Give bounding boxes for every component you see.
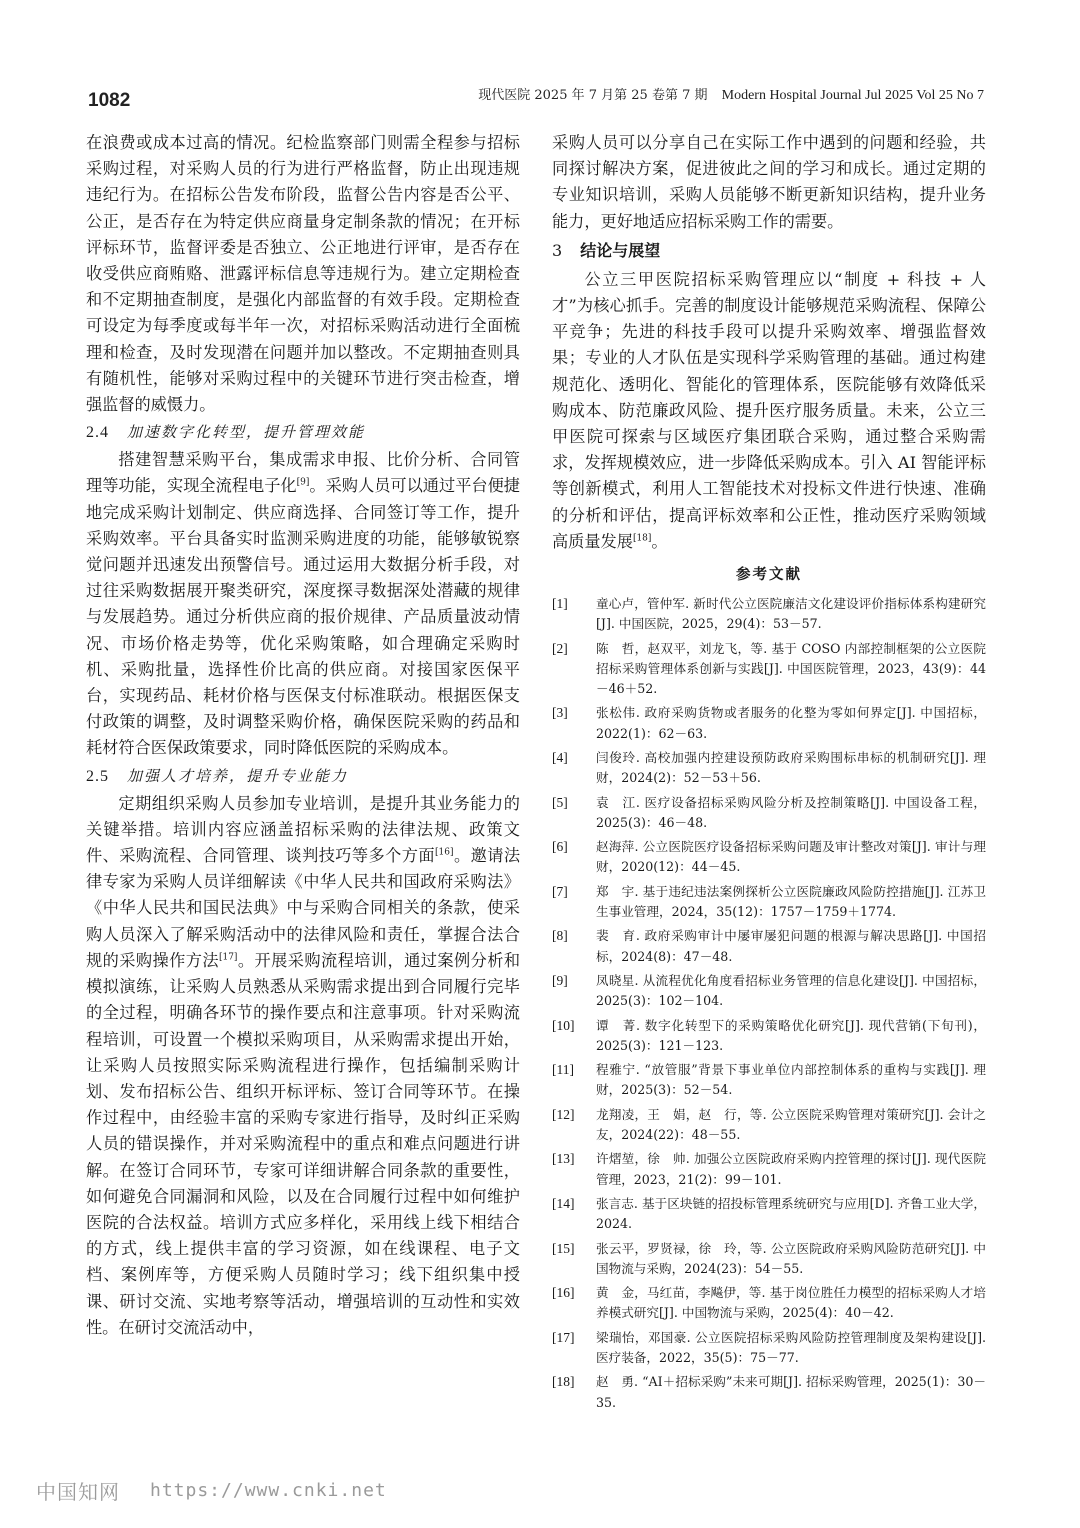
paragraph [86, 447, 520, 761]
left-column [86, 130, 520, 1341]
reference-number: [1] [552, 596, 568, 612]
journal-title-cn: 现代医院 2025 年 7 月第 25 卷第 7 期 [478, 88, 708, 103]
citation: [17] [218, 952, 238, 963]
section-title: 加速数字化转型，提升管理效能 [127, 423, 366, 442]
section-number: 2.5 [86, 767, 109, 785]
paragraph-text: 。开展采购流程培训，通过案例分析和模拟演练，让采购人员熟悉从采购需求提出到合同履行完毕的全过程，明确各环节的操作要点和注意事项。针对采购流程培训，可设置一个模拟采购项目，从采购需求提出开始，让采购人员按照实际采购流程进行操作，包括编制采购计划、发布招标公告、组织开标评标、签订合同等环节。在操作过程中，由经验丰富的采购专家进行指导，及时纠正采购人员的错误操作，并对采购流程中的重点和难点问题进行讲解。在签订合同环节，专家可详细讲解合同条款的重要性，如何避免合同漏洞和风险，以及在合同履行过程中如何维护医院的合法权益。培训方式应多样化，采用线上线下相结合的方式，线上提供丰富的学习资源，如在线课程、电子文档、案例库等，方便采购人员随时学习；线下组织集中授课、研讨交流、实地考察等活动，增强培训的互动性和实效性。在研讨交流活动中， [86, 950, 521, 1337]
section-title: 结论与展望 [580, 240, 661, 260]
reference-item [552, 748, 986, 788]
reference-text: 陈 哲，赵双平，刘龙飞，等. 基于 COSO 内部控制框架的公立医院招标采购管理体系创新与实践[J]. 中国医院管理，2023，43(9)：44－46＋52. [596, 640, 986, 697]
reference-number: [4] [552, 750, 568, 766]
reference-number: [3] [552, 705, 568, 721]
citation: [9] [296, 478, 310, 489]
reference-number: [10] [552, 1017, 575, 1033]
paragraph: 在浪费或成本过高的情况。纪检监察部门则需全程参与招标采购过程，对采购人员的行为进行严格监督，防止出现违规违纪行为。在招标公告发布阶段，监督公告内容是否公平、公正，是否存在为特定供应商量身定制条款的情况；在开标评标环节，监督评委是否独立、公正地进行评审，是否存在收受供应商贿赂、泄露评标信息等违规行为。建立定期检查和不定期抽查制度，是强化内部监督的有效手段。定期检查可设定为每季度或每半年一次，对招标采购活动进行全面梳理和检查，及时发现潜在问题并加以整改。不定期抽查则具有随机性，能够对采购过程中的关键环节进行突击检查，增强监督的威慑力。 [86, 133, 520, 415]
section-heading-2-5 [86, 763, 520, 790]
reference-text: 张松伟. 政府采购货物或者服务的化整为零如何界定[J]. 中国招标，2022(1)：62－63. [596, 705, 986, 741]
reference-item [552, 1328, 986, 1368]
reference-text: 张言志. 基于区块链的招投标管理系统研究与应用[D]. 齐鲁工业大学，2024. [596, 1195, 986, 1232]
paragraph-text: 。采购人员可以通过平台便捷地完成采购计划制定、供应商选择、合同签订等工作，提升采购效率。平台具备实时监测采购进度的功能，能够敏锐察觉问题并迅速发出预警信号。通过运用大数据分析手段，对过往采购数据展开聚类研究，深度探寻数据深处潜藏的规律与发展趋势。通过分析供应商的报价规律、产品质量波动情况、市场价格走势等，优化采购策略，如合理确定采购时机、采购批量，选择性价比高的供应商。对接国家医保平台，实现药品、耗材价格与医保支付标准联动。根据医保支付政策的调整，及时调整采购价格，确保医院采购的药品和耗材符合医保政策要求，同时降低医院的采购成本。 [86, 476, 520, 758]
paragraph [552, 267, 986, 555]
reference-text: 黄 金，马红苗，李飚伊，等. 基于岗位胜任力模型的招标采购人才培养模式研究[J]. 中国物流与采购，2025(4)：40－42. [596, 1285, 986, 1321]
reference-text: 程雅宁. “放管服”背景下事业单位内部控制体系的重构与实践[J]. 理财，2025(3)：52－54. [596, 1062, 986, 1098]
reference-text: 凤晓星. 从流程优化角度看招标业务管理的信息化建设[J]. 中国招标，2025(3)：102－104. [596, 973, 986, 1009]
reference-number: [17] [552, 1329, 575, 1345]
reference-number: [14] [552, 1195, 575, 1211]
reference-text: 张云平，罗贤禄，徐 玲，等. 公立医院政府采购风险防范研究[J]. 中国物流与采购，2024(23)：54－55. [596, 1240, 986, 1276]
reference-text: 许熠堃，徐 帅. 加强公立医院政府采购内控管理的探讨[J]. 现代医院管理，2023，21(2)：99－101. [596, 1151, 986, 1187]
reference-number: [5] [552, 794, 568, 810]
page-number: 1082 [88, 90, 131, 111]
paragraph-text: 。 [651, 531, 668, 551]
reference-item [552, 639, 986, 700]
reference-number: [9] [552, 973, 568, 988]
reference-number: [6] [552, 839, 568, 855]
citation: [16] [435, 847, 454, 858]
reference-item [552, 1016, 986, 1056]
reference-text: 谭 菁. 数字化转型下的采购策略优化研究[J]. 现代营销(下旬刊)，2025(3)：121－123. [596, 1017, 986, 1053]
references-title: 参考文献 [736, 566, 802, 584]
reference-number: [7] [552, 883, 568, 899]
reference-item [552, 971, 986, 1011]
paragraph [86, 791, 520, 1341]
reference-text: 闫俊玲. 高校加强内控建设预防政府采购围标串标的机制研究[J]. 理财，2024(2)：52－53＋56. [596, 750, 986, 786]
reference-text: 童心卢，管仲军. 新时代公立医院廉洁文化建设评价指标体系构建研究[J]. 中国医院，2025，29(4)：53－57. [596, 596, 986, 632]
paragraph-text: 。邀请法律专家为采购人员详细解读《中华人民共和国政府采购法》《中华人民共和国民法典》中与采购合同相关的条款，使采购人员深入了解采购活动中的法律风险和责任，掌握合法合规的采购操作方法 [86, 846, 521, 970]
citation: [18] [632, 533, 652, 544]
right-column [552, 130, 986, 1417]
reference-text: 郑 宇. 基于违纪违法案例探析公立医院廉政风险防控措施[J]. 江苏卫生事业管理，2024，35(12)：1757－1759＋1774. [596, 883, 986, 920]
section-number: 2.4 [86, 424, 109, 442]
paragraph: 采购人员可以分享自己在实际工作中遇到的问题和经验，共同探讨解决方案，促进彼此之间的学习和成长。通过定期的专业知识培训，采购人员能够不断更新知识结构，提升业务能力，更好地适应招标采购工作的需要。 [552, 133, 986, 231]
reference-number: [2] [552, 640, 568, 656]
reference-number: [8] [552, 928, 568, 944]
reference-item [552, 882, 986, 922]
reference-text: 裴 育. 政府采购审计中屡审屡犯问题的根源与解决思路[J]. 中国招标，2024(8)：47－48. [596, 928, 986, 964]
reference-list [552, 594, 986, 1413]
running-header [478, 84, 984, 104]
reference-number: [16] [552, 1285, 575, 1301]
reference-item [552, 594, 986, 634]
reference-number: [13] [552, 1151, 575, 1167]
reference-text: 袁 江. 医疗设备招标采购风险分析及控制策略[J]. 中国设备工程，2025(3)：46－48. [596, 794, 986, 830]
journal-title-en: Modern Hospital Journal Jul 2025 Vol 25 No 7 [721, 88, 984, 103]
reference-number: [18] [552, 1374, 575, 1390]
paragraph-text: 公立三甲医院招标采购管理应以“制度 + 科技 + 人才”为核心抓手。完善的制度设计能够规范采购流程、保障公平竞争；先进的科技手段可以提升采购效率、增强监督效果；专业的人才队伍是实现科学采购管理的基础。通过构建规范化、透明化、智能化的管理体系，医院能够有效降低采购成本、防范廉政风险、提升医疗服务质量。未来，公立三甲医院可探索与区域医疗集团联合采购，通过整合采购需求，发挥规模效应，进一步降低采购成本。引入 AI 智能评标等创新模式，利用人工智能技术对投标文件进行快速、准确的分析和评估，提高评标效率和公正性，推动医疗采购领域高质量发展 [552, 269, 986, 551]
cnki-logo: 中国知网 [36, 1480, 120, 1504]
reference-item [552, 926, 986, 966]
section-heading-2-4 [86, 419, 520, 446]
reference-item [552, 837, 986, 877]
section-number: 3 [552, 240, 563, 260]
reference-number: [12] [552, 1106, 575, 1122]
paragraph-text: 定期组织采购人员参加专业培训，是提升其业务能力的关键举措。培训内容应涵盖招标采购的法律法规、政策文件、采购流程、合同管理、谈判技巧等多个方面 [86, 793, 520, 866]
reference-item [552, 1239, 986, 1279]
paragraph-text: 搭建智慧采购平台，集成需求申报、比价分析、合同管理等功能，实现全流程电子化 [86, 450, 520, 496]
reference-number: [11] [552, 1062, 574, 1078]
reference-item [552, 1105, 986, 1145]
reference-text: 梁瑞怡，邓国豪. 公立医院招标采购风险防控管理制度及架构建设[J]. 医疗装备，2022，35(5)：75－77. [596, 1329, 986, 1365]
cnki-url[interactable]: https://www.cnki.net [150, 1480, 387, 1501]
reference-item [552, 793, 986, 833]
footer-watermark [36, 1476, 387, 1505]
reference-text: 赵海萍. 公立医院医疗设备招标采购问题及审计整改对策[J]. 审计与理财，2020(12)：44－45. [596, 839, 986, 875]
reference-item [552, 1283, 986, 1323]
section-heading-3 [552, 237, 986, 265]
reference-item [552, 1149, 986, 1189]
reference-item [552, 1372, 986, 1412]
reference-item [552, 1194, 986, 1234]
reference-text: 龙翔凌，王 娟，赵 行，等. 公立医院采购管理对策研究[J]. 会计之友，2024(22)：48－55. [596, 1106, 986, 1142]
reference-item [552, 703, 986, 743]
section-title: 加强人才培养，提升专业能力 [127, 766, 349, 785]
reference-text: 赵 勇. “AI＋招标采购”未来可期[J]. 招标采购管理，2025(1)：30－35. [596, 1374, 986, 1410]
reference-number: [15] [552, 1240, 575, 1256]
reference-item [552, 1060, 986, 1100]
